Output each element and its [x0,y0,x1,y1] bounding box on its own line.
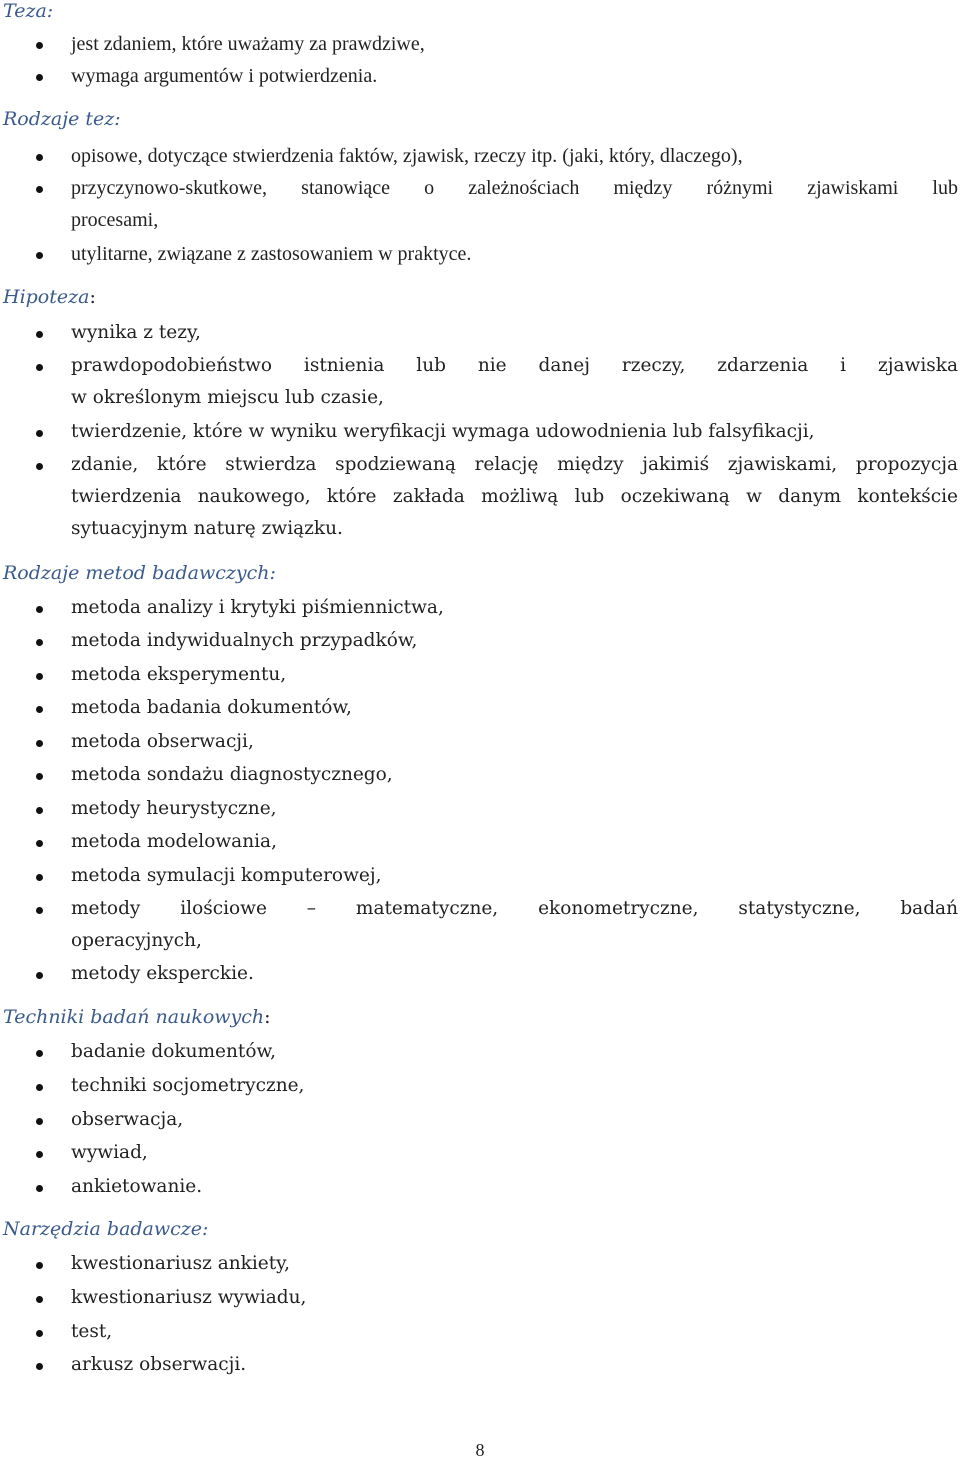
heading-hipoteza: Hipoteza: [3,286,96,308]
bullet [36,673,43,680]
bullet [36,42,43,49]
bullet [36,840,43,847]
list-item: twierdzenie, które w wyniku weryfikacji wymaga udowodnienia lub falsyfikacji, [71,421,815,442]
list-item: metoda sondażu diagnostycznego, [71,764,393,785]
bullet [36,740,43,747]
list-item: metody eksperckie. [71,963,254,984]
list-item: metoda symulacji komputerowej, [71,865,382,886]
list-item: przyczynowo-skutkowe, stanowiące o zależnościach między różnymi zjawiskami lub procesami, [71,177,958,231]
bullet [36,331,43,338]
bullet [36,74,43,81]
bullet [36,706,43,713]
heading-narzedzia: Narzędzia badawcze: [3,1218,209,1240]
list-item: metoda obserwacji, [71,731,254,752]
list-item: zdanie, które stwierdza spodziewaną relację między jakimiś zjawiskami, propozycja twierdzenia naukowego, które zakłada możliwą lub oczekiwaną w danym kontekście sytuacyjnym naturę związku. [71,454,958,539]
bullet [36,430,43,437]
bullet [36,186,43,193]
list-item: obserwacja, [71,1109,184,1130]
heading-teza: Teza: [3,0,54,22]
list-item: badanie dokumentów, [71,1041,277,1062]
list-item: utylitarne, związane z zastosowaniem w praktyce. [71,243,472,265]
list-item: prawdopodobieństwo istnienia lub nie danej rzeczy, zdarzenia i zjawiska w określonym miejscu lub czasie, [71,355,958,408]
heading-rodzaje-tez: Rodzaje tez: [3,108,121,130]
list-item: kwestionariusz ankiety, [71,1253,291,1274]
list-item: techniki socjometryczne, [71,1075,305,1096]
page-number: 8 [475,1440,485,1460]
bullet [36,252,43,259]
bullet [36,1118,43,1125]
bullet [36,1262,43,1269]
list-item: kwestionariusz wywiadu, [71,1287,307,1308]
list-item: metody ilościowe – matematyczne, ekonometryczne, statystyczne, badań operacyjnych, [71,898,958,951]
bullet [36,463,43,470]
bullet [36,639,43,646]
list-item: wywiad, [71,1142,148,1163]
list-item: ankietowanie. [71,1176,203,1197]
heading-metody: Rodzaje metod badawczych: [3,562,276,584]
list-item: wynika z tezy, [71,322,201,343]
list-item: opisowe, dotyczące stwierdzenia faktów, zjawisk, rzeczy itp. (jaki, który, dlaczego), [71,145,743,167]
list-item: metoda analizy i krytyki piśmiennictwa, [71,597,444,618]
bullet [36,1050,43,1057]
bullet [36,1151,43,1158]
bullet [36,1296,43,1303]
bullet [36,807,43,814]
bullet [36,1185,43,1192]
list-item: metoda modelowania, [71,831,277,852]
list-item: metoda eksperymentu, [71,664,287,685]
bullet [36,1363,43,1370]
list-item: test, [71,1321,113,1342]
list-item: metoda indywidualnych przypadków, [71,630,418,651]
list-item: jest zdaniem, które uważamy za prawdziwe, [71,33,425,55]
bullet [36,874,43,881]
bullet [36,773,43,780]
bullet [36,606,43,613]
list-item: arkusz obserwacji. [71,1354,247,1375]
bullet [36,1330,43,1337]
list-item: wymaga argumentów i potwierdzenia. [71,65,378,87]
bullet [36,972,43,979]
list-item: metoda badania dokumentów, [71,697,352,718]
list-item: metody heurystyczne, [71,798,277,819]
bullet [36,364,43,371]
bullet [36,1084,43,1091]
bullet [36,907,43,914]
heading-techniki: Techniki badań naukowych: [3,1006,271,1028]
bullet [36,154,43,161]
